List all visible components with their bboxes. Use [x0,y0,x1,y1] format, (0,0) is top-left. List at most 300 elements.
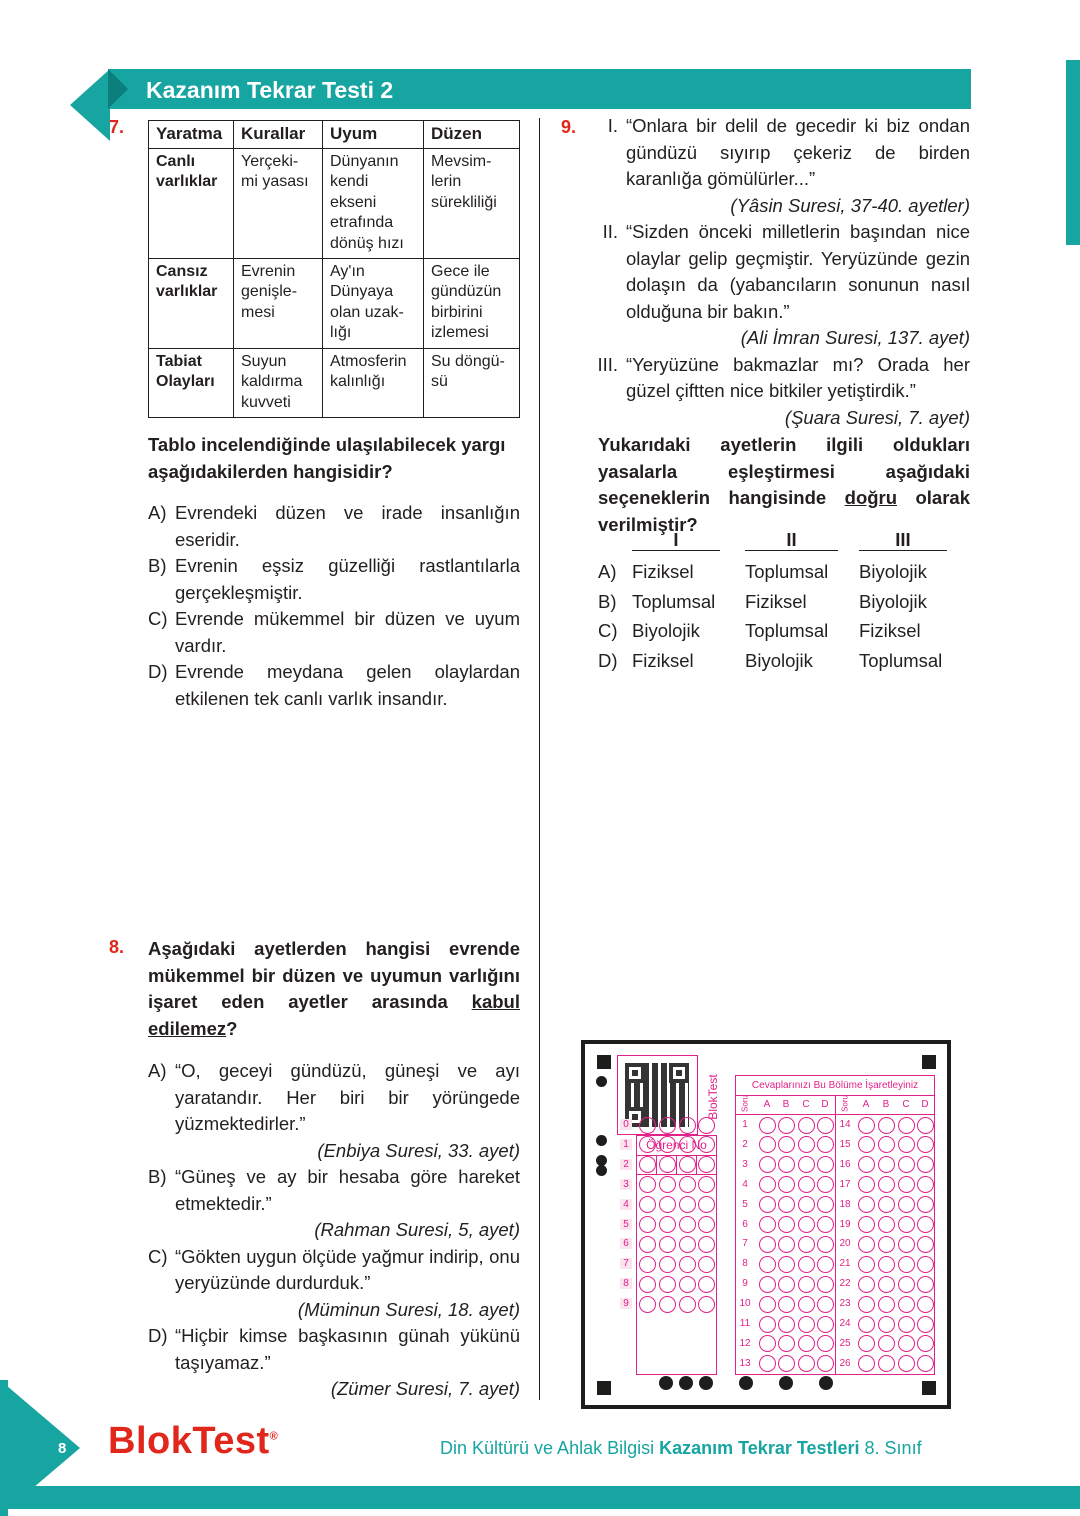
timing-dot [779,1376,793,1390]
table-row [149,348,520,417]
timing-dot [596,1135,607,1146]
verse-1 [598,113,970,219]
header-arrow-inner [108,69,128,109]
q9-question [598,432,970,538]
option-letter: A) [598,561,617,582]
question-number-label: 22 [839,1278,851,1290]
answer-bubble[interactable] [898,1117,915,1134]
answer-bubble[interactable] [817,1156,834,1173]
answer-bubble[interactable] [778,1156,795,1173]
digit-bubble[interactable] [639,1156,656,1173]
verse-source: (Şuara Suresi, 7. ayet) [784,406,970,428]
digit-bubble[interactable] [659,1136,676,1153]
digit-bubble[interactable] [639,1176,656,1193]
digit-bubble[interactable] [639,1216,656,1233]
answer-bubble[interactable] [798,1256,815,1273]
answer-bubble[interactable] [798,1296,815,1313]
option-text: Evrende meydana gelen olaylardan etkilenen tek canlı varlık insandır. [175,661,520,709]
answer-bubble[interactable] [759,1236,776,1253]
digit-bubble[interactable] [639,1236,656,1253]
soru-label: Soru [840,1095,850,1112]
option-text: “Hiçbir kimse başkasının günah yükünü taşıyamaz.” [175,1325,520,1373]
answer-bubble[interactable] [878,1276,895,1293]
option-a[interactable] [598,559,970,589]
answer-bubble[interactable] [898,1256,915,1273]
digit-bubble[interactable] [679,1296,696,1313]
column-header: III [859,530,947,551]
option-d[interactable] [148,1323,520,1403]
answer-bubble[interactable] [798,1316,815,1333]
digit-bubble[interactable] [659,1256,676,1273]
answer-bubble[interactable] [817,1236,834,1253]
answer-bubble[interactable] [798,1136,815,1153]
answer-bubble[interactable] [778,1136,795,1153]
q8-options [148,1058,520,1403]
page-number: 8 [58,1440,67,1457]
answer-bubble[interactable] [917,1196,934,1213]
digit-bubble[interactable] [639,1196,656,1213]
option-letter: C) [148,608,168,629]
option-d[interactable] [148,659,520,712]
answer-bubble[interactable] [917,1117,934,1134]
option-source: (Enbiya Suresi, 33. ayet) [317,1139,520,1161]
digit-bubble[interactable] [659,1176,676,1193]
digit-bubble[interactable] [698,1176,715,1193]
answer-bubble[interactable] [817,1136,834,1153]
answer-bubble[interactable] [778,1355,795,1372]
timing-mark [922,1381,936,1395]
digit-label: 0 [620,1119,632,1130]
digit-bubble[interactable] [659,1196,676,1213]
answer-bubble[interactable] [759,1355,776,1372]
answer-bubble[interactable] [759,1216,776,1233]
answer-bubble[interactable] [878,1117,895,1134]
digit-bubble[interactable] [698,1136,715,1153]
question-number-label: 11 [739,1318,751,1329]
answer-bubble[interactable] [817,1176,834,1193]
question-number: 9. [561,117,577,137]
digit-bubble[interactable] [639,1256,656,1273]
question-number-label: 19 [839,1218,851,1230]
question-number-label: 9 [742,1278,748,1290]
option-b[interactable] [148,1164,520,1244]
verse-source: (Yâsin Suresi, 37-40. ayetler) [730,194,970,216]
side-tab [1066,60,1080,245]
table-cell: Yerçeki- mi yasası [234,148,323,258]
option-c[interactable] [148,1244,520,1324]
option-letter: A) [148,1060,167,1081]
options-header [598,530,970,554]
column-divider [539,118,540,1400]
digit-bubble[interactable] [679,1176,696,1193]
option-letter: A) [148,502,167,523]
answer-bubble[interactable] [878,1256,895,1273]
answer-bubble[interactable] [917,1335,934,1352]
option-text: “Gökten uygun ölçüde yağmur indirip, onu yeryüzünde durdurduk.” [175,1245,520,1293]
answer-bubble[interactable] [898,1156,915,1173]
q7-question: Tablo incelendiğinde ulaşılabilecek yargı aşağıdakilerden hangisidir? [148,434,506,482]
answer-bubble[interactable] [898,1316,915,1333]
answer-sheet [581,1040,951,1409]
answer-bubble[interactable] [858,1276,875,1293]
answer-bubble[interactable] [778,1196,795,1213]
table-cell: Ay'ın Dünyaya olan uzak- lığı [323,258,424,348]
option-source: (Müminun Suresi, 18. ayet) [297,1298,520,1320]
choice-header: C [902,1099,910,1110]
answer-bubble[interactable] [759,1196,776,1213]
answer-bubble[interactable] [917,1156,934,1173]
answer-bubble[interactable] [858,1256,875,1273]
answer-bubble[interactable] [917,1236,934,1253]
question-number-label: 17 [839,1178,851,1190]
digit-bubble[interactable] [639,1296,656,1313]
option-cell: Fiziksel [859,620,921,641]
option-cell: Biyolojik [632,620,700,641]
answer-bubble[interactable] [778,1236,795,1253]
option-cell: Toplumsal [859,649,943,671]
footer-book-title [440,1438,922,1459]
answer-bubble[interactable] [917,1136,934,1153]
answer-bubble[interactable] [917,1216,934,1233]
table-header: Yaratma [149,121,234,149]
option-a[interactable] [148,500,520,553]
q8-question-emphasis: kabul edilemez [148,991,520,1039]
table-cell: Cansız varlıklar [149,258,234,348]
footer-bar [0,1486,1080,1509]
answer-bubble[interactable] [898,1236,915,1253]
answer-bubble[interactable] [898,1296,915,1313]
digit-label: 9 [620,1298,632,1309]
option-text: Evrendeki düzen ve irade insanlığın eseridir. [175,502,520,550]
option-text: Evrenin eşsiz güzelliği rastlantılarla gerçekleşmiştir. [175,555,520,603]
q8-question [148,936,520,1042]
choice-header: D [921,1099,929,1110]
answer-bubble[interactable] [817,1117,834,1134]
timing-dot [679,1376,693,1390]
table-cell: Dünyanın kendi ekseni etrafında dönüş hızı [323,148,424,258]
answer-bubble[interactable] [858,1196,875,1213]
qr-finder [625,1063,645,1083]
bloktest-logo [108,1420,278,1463]
answer-bubble[interactable] [778,1216,795,1233]
verse-roman: II. [602,221,618,242]
answer-bubble[interactable] [878,1216,895,1233]
verse-3 [598,352,970,432]
answer-bubble[interactable] [878,1156,895,1173]
option-c[interactable] [598,618,970,648]
digit-bubble[interactable] [679,1136,696,1153]
answer-bubble[interactable] [778,1117,795,1134]
choice-header: B [782,1099,790,1110]
answer-bubble[interactable] [878,1335,895,1352]
registered-mark: ® [269,1430,279,1443]
q9-verses [598,113,970,431]
option-b[interactable] [598,589,970,619]
question-number-label: 7 [742,1238,748,1250]
digit-bubble[interactable] [698,1156,715,1173]
question-number-label: 24 [839,1318,851,1329]
answer-bubble[interactable] [817,1296,834,1313]
page-title: Kazanım Tekrar Testi 2 [108,69,971,109]
answer-bubble[interactable] [898,1196,915,1213]
qr-finder [669,1063,689,1083]
answer-bubble[interactable] [878,1196,895,1213]
answer-bubble[interactable] [798,1156,815,1173]
option-cell: Biyolojik [859,561,927,582]
footer-series: Kazanım Tekrar Testleri [659,1438,860,1458]
answer-bubble[interactable] [858,1156,875,1173]
digit-bubble[interactable] [698,1117,715,1134]
answer-bubble[interactable] [817,1316,834,1333]
option-text: “Güneş ve ay bir hesaba göre hareket etmektedir.” [175,1166,520,1214]
option-letter: D) [598,649,618,671]
table-cell: Atmosferin kalınlığı [323,348,424,417]
option-letter: C) [598,620,618,641]
answer-bubble[interactable] [898,1176,915,1193]
grid-line [696,1155,697,1175]
verse-text: “Onlara bir delil de gecedir ki biz ondan gündüzü sıyırıp çekeriz de birden karanlığa gömülürler...” [626,115,970,189]
answer-bubble[interactable] [759,1316,776,1333]
digit-label: 8 [620,1278,632,1289]
answer-bubble[interactable] [878,1296,895,1313]
digit-bubble[interactable] [698,1236,715,1253]
verse-roman: III. [597,353,618,375]
question-number-label: 20 [839,1238,851,1250]
table-cell: Suyun kaldırma kuvveti [234,348,323,417]
verse-body [626,219,970,352]
answer-bubble[interactable] [858,1316,875,1333]
digit-bubble[interactable] [679,1236,696,1253]
question-number-label: 15 [839,1138,851,1150]
answer-bubble[interactable] [898,1335,915,1352]
answer-bubble[interactable] [858,1335,875,1352]
option-cell: Toplumsal [632,590,716,612]
answer-bubble[interactable] [817,1216,834,1233]
option-d[interactable] [598,648,970,678]
answer-bubble[interactable] [917,1256,934,1273]
timing-mark [597,1381,611,1395]
answer-bubble[interactable] [898,1355,915,1372]
grid-line [676,1155,677,1175]
digit-bubble[interactable] [659,1117,676,1134]
table-cell: Mevsim- lerin sürekliliği [424,148,520,258]
table-cell: Gece ile gündüzün birbirini izlemesi [424,258,520,348]
option-text: “O, geceyi gündüzü, güneşi ve ayı yaratandır. Her biri bir yörüngede yüzmektedirler.” [175,1060,520,1134]
answer-bubble[interactable] [798,1276,815,1293]
answer-bubble[interactable] [817,1196,834,1213]
answer-bubble[interactable] [778,1296,795,1313]
digit-label: 7 [620,1258,632,1269]
digit-bubble[interactable] [698,1216,715,1233]
answer-bubble[interactable] [858,1236,875,1253]
table-row [149,148,520,258]
answer-bubble[interactable] [817,1276,834,1293]
table-cell: Su döngü- sü [424,348,520,417]
option-cell: Toplumsal [745,620,829,641]
answer-bubble[interactable] [858,1216,875,1233]
answer-bubble[interactable] [759,1136,776,1153]
answer-bubble[interactable] [858,1355,875,1372]
q8-question-text: Aşağıdaki ayetlerden hangisi evrende mükemmel bir düzen ve uyumun varlığını işaret eden ayetler arasında [148,938,520,1012]
answer-bubble[interactable] [778,1256,795,1273]
footer-grade: 8. Sınıf [859,1438,922,1458]
verse-body [626,352,970,432]
question-number-label: 6 [742,1218,748,1230]
option-b[interactable] [148,553,520,606]
timing-dot [659,1376,673,1390]
question-number-label: 2 [742,1138,748,1150]
q9-question-text: Yukarıdaki ayetlerin ilgili oldukları yasalarla eşleştirmesi aşağıdaki seçeneklerin hangisinde [598,434,970,508]
answer-bubble[interactable] [917,1355,934,1372]
answer-bubble[interactable] [778,1335,795,1352]
answer-bubble[interactable] [798,1236,815,1253]
table-cell: Tabiat Olayları [149,348,234,417]
answer-bubble[interactable] [798,1335,815,1352]
digit-bubble[interactable] [698,1296,715,1313]
digit-bubble[interactable] [639,1136,656,1153]
answer-bubble[interactable] [759,1256,776,1273]
digit-label: 4 [620,1199,632,1210]
answer-bubble[interactable] [878,1236,895,1253]
answer-bubble[interactable] [778,1276,795,1293]
option-letter: B) [148,1166,167,1187]
q7-table [148,120,520,418]
digit-bubble[interactable] [659,1296,676,1313]
question-number-label: 13 [739,1357,751,1369]
digit-bubble[interactable] [639,1276,656,1293]
answer-bubble[interactable] [878,1136,895,1153]
digit-bubble[interactable] [679,1117,696,1134]
digit-bubble[interactable] [659,1156,676,1173]
table-header: Kurallar [234,121,323,149]
question-number: 7. [109,117,125,137]
answer-bubble[interactable] [817,1256,834,1273]
answer-bubble[interactable] [898,1216,915,1233]
digit-bubble[interactable] [698,1276,715,1293]
answer-bubble[interactable] [798,1355,815,1372]
option-text: Evrende mükemmel bir düzen ve uyum vardır. [175,608,520,656]
question-number-label: 16 [839,1158,851,1170]
digit-bubble[interactable] [679,1256,696,1273]
option-cell: Fiziksel [632,561,694,582]
option-letter: D) [148,1325,168,1346]
answer-bubble[interactable] [778,1316,795,1333]
header-arrow [70,69,110,141]
digit-bubble[interactable] [679,1156,696,1173]
qr-code-icon [625,1063,689,1127]
choice-header: A [862,1099,870,1110]
q7-options [148,500,520,712]
answer-bubble[interactable] [759,1176,776,1193]
answer-bubble[interactable] [759,1335,776,1352]
answer-bubble[interactable] [778,1176,795,1193]
timing-dot [699,1376,713,1390]
answer-bubble[interactable] [917,1296,934,1313]
digit-label: 3 [620,1179,632,1190]
answer-bubble[interactable] [858,1296,875,1313]
option-letter: B) [148,555,167,576]
digit-bubble[interactable] [679,1216,696,1233]
answer-bubble[interactable] [798,1216,815,1233]
q9-question-emphasis: doğru [844,487,898,508]
answer-bubble[interactable] [858,1117,875,1134]
column-header: II [745,530,838,551]
option-body [175,1164,520,1244]
q9-options [598,530,970,677]
digit-label: 5 [620,1219,632,1230]
answer-bubble[interactable] [817,1355,834,1372]
option-cell: Biyolojik [859,590,927,612]
digit-bubble[interactable] [698,1256,715,1273]
table-cell: Canlı varlıklar [149,148,234,258]
answer-bubble[interactable] [759,1156,776,1173]
question-number-label: 1 [742,1119,748,1130]
answer-bubble[interactable] [858,1176,875,1193]
choice-header: A [763,1099,771,1110]
question-number-label: 3 [742,1158,748,1170]
option-letter: B) [598,590,617,612]
answer-bubble[interactable] [798,1176,815,1193]
digit-bubble[interactable] [679,1276,696,1293]
digit-bubble[interactable] [639,1117,656,1134]
answer-bubble[interactable] [759,1296,776,1313]
answer-bubble[interactable] [917,1276,934,1293]
question-number-label: 8 [742,1258,748,1270]
digit-label: 6 [620,1238,632,1249]
option-cell: Biyolojik [745,649,813,671]
digit-bubble[interactable] [659,1276,676,1293]
option-cell: Fiziksel [745,590,807,612]
answer-bubble[interactable] [898,1276,915,1293]
digit-label: 1 [620,1139,632,1150]
option-a[interactable] [148,1058,520,1164]
grid-line [656,1155,657,1175]
option-cell: Fiziksel [632,649,694,671]
answer-bubble[interactable] [878,1316,895,1333]
verse-2 [598,219,970,352]
digit-bubble[interactable] [659,1216,676,1233]
answer-bubble[interactable] [917,1316,934,1333]
answer-bubble[interactable] [858,1136,875,1153]
answer-bubble[interactable] [817,1335,834,1352]
table-cell: Evrenin genişle- mesi [234,258,323,348]
answer-bubble[interactable] [759,1276,776,1293]
answer-bubble[interactable] [798,1196,815,1213]
answer-bubble[interactable] [878,1355,895,1372]
option-c[interactable] [148,606,520,659]
option-source: (Zümer Suresi, 7. ayet) [330,1378,520,1399]
option-body [175,1058,520,1164]
answer-bubble[interactable] [798,1117,815,1134]
question-number-label: 25 [839,1337,851,1349]
soru-label: Soru [740,1095,750,1112]
answer-bubble[interactable] [759,1117,776,1134]
question-number-label: 4 [742,1178,748,1190]
digit-bubble[interactable] [698,1196,715,1213]
timing-dot [739,1376,753,1390]
verse-body [626,113,970,219]
answer-bubble[interactable] [917,1176,934,1193]
question-number-label: 12 [739,1337,751,1349]
digit-bubble[interactable] [679,1196,696,1213]
q8-question-end: ? [226,1017,238,1039]
answer-bubble[interactable] [898,1136,915,1153]
option-letter: D) [148,661,168,682]
timing-mark [597,1055,611,1069]
digit-bubble[interactable] [659,1236,676,1253]
column-header: I [632,530,720,551]
answer-bubble[interactable] [878,1176,895,1193]
